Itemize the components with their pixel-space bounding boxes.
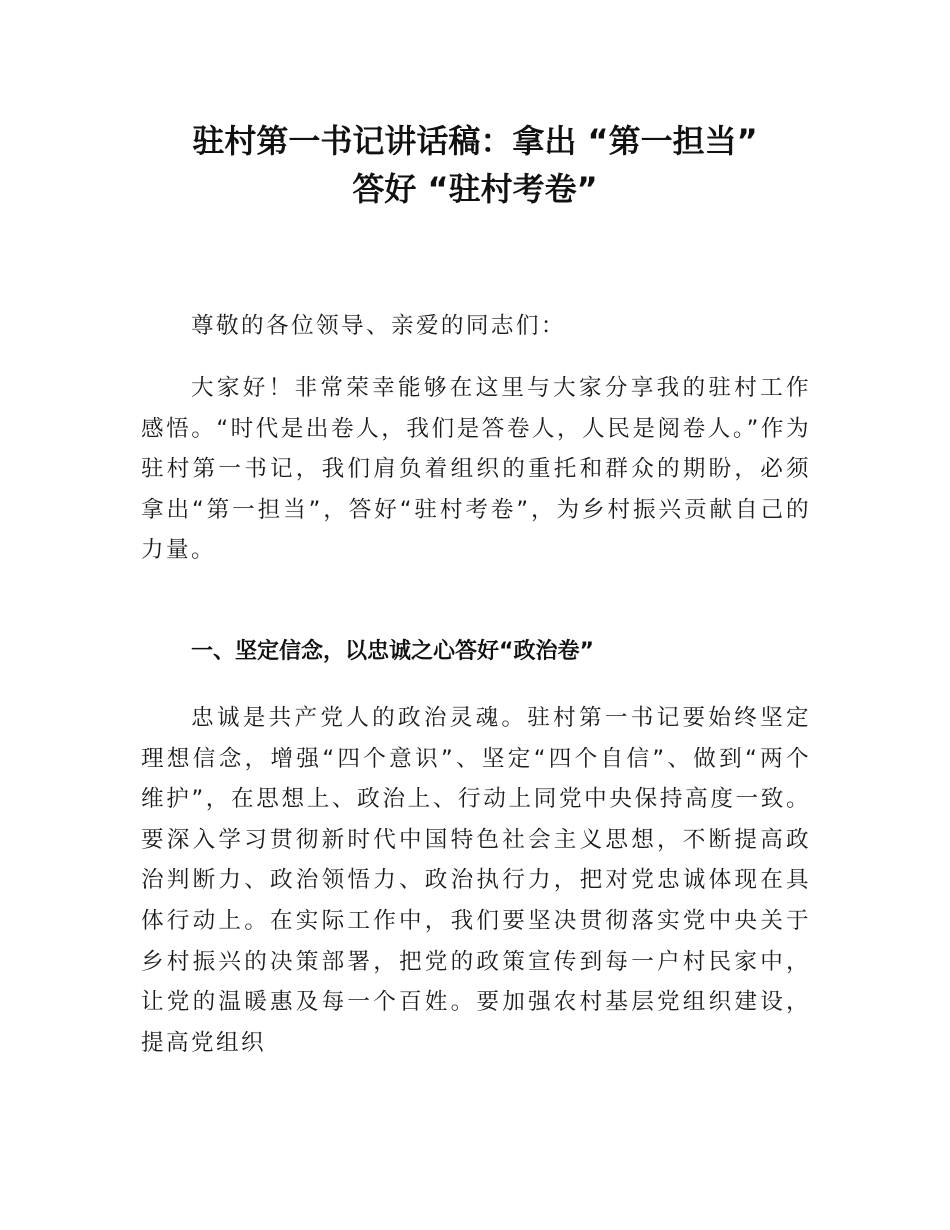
section-heading: 一、坚定信念，以忠诚之心答好“政治卷” (191, 639, 594, 664)
section-1-paragraph: 忠诚是共产党人的政治灵魂。驻村第一书记要始终坚定理想信念，增强“四个意识”、坚定“四个自信”、做到“两个维护”，在思想上、政治上、行动上同党中央保持高度一致。要深入学习贯彻新时代中国特色社会主义思想，不断提高政治判断力、政治领悟力、政治执行力，把对党忠诚体现在具体行动上。在实际工作中，我们要坚决贯彻落实党中央关于乡村振兴的决策部署，把党的政策宣传到每一户村民家中，让党的温暖惠及每一个百姓。要加强农村基层党组织建设，提高党组织 (141, 705, 811, 1056)
document-title-line-1: 驻村第一书记讲话稿：拿出 “第一担当” (192, 122, 758, 160)
intro-paragraph: 大家好！非常荣幸能够在这里与大家分享我的驻村工作感悟。“时代是出卷人，我们是答卷人，人民是阅卷人。”作为驻村第一书记，我们肩负着组织的重托和群众的期盼，必须拿出“第一担当”，答好“驻村考卷”，为乡村振兴贡献自己的力量。 (141, 375, 811, 564)
greeting-paragraph: 尊敬的各位领导、亲爱的同志们： (191, 313, 566, 339)
document-title-line-2: 答好 “驻村考卷” (352, 170, 598, 208)
